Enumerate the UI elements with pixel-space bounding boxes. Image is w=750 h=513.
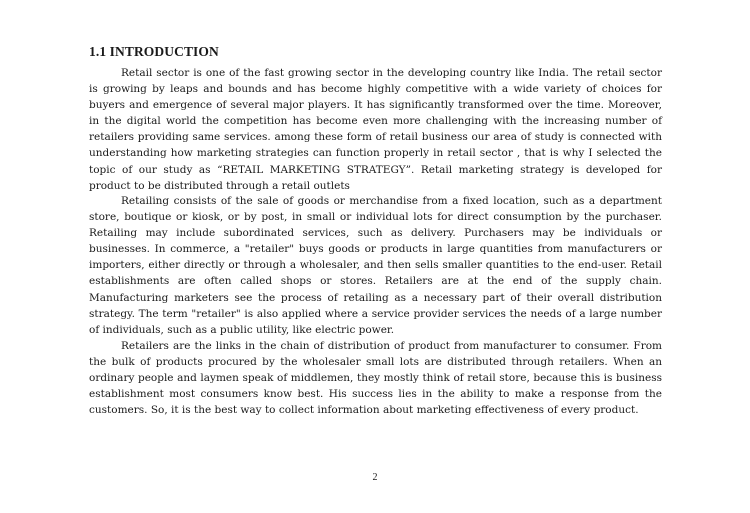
paragraph-retailing-definition: Retailing consists of the sale of goods or merchandise from a fixed location, such as a department store, boutique or kiosk, or by post, in small or individual lots for direct consumption by the purchaser. Retailing may include subordinated services, such as delivery. Purchasers may be individuals or businesses. In commerce, a "retailer" buys goods or products in large quantities from manufacturers or importers, either directly or through a wholesaler, and then sells smaller quantities to the end-user. Retail establishments are often called shops or stores. Retailers are at the end of the supply chain. Manufacturing marketers see the process of retailing as a necessary part of their overall distribution strategy. The term "retailer" is also applied where a service provider services the needs of a large number of individuals, such as a public utility, like electric power.: [89, 195, 662, 336]
page-number: 2: [372, 472, 378, 483]
paragraph-retail-sector: Retail sector is one of the fast growing sector in the developing country like India. The retail sector is growing by leaps and bounds and has become highly competitive with a wide variety of choices for buyers and emergence of several major players. It has significantly transformed over the time. Moreover, in the digital world the competition has become even more challenging with the increasing number of retailers providing same services. among these form of retail business our area of study is connected with understanding how marketing strategies can function properly in retail sector , that is why I selected the topic of our study as “RETAIL MARKETING STRATEGY”. Retail marketing strategy is developed for product to be distributed through a retail outlets: [89, 67, 662, 192]
paragraph-retailers-chain: Retailers are the links in the chain of distribution of product from manufacturer to consumer. From the bulk of products procured by the wholesaler small lots are distributed through retailers. When an ordinary people and laymen speak of middlemen, they mostly think of retail store, because this is business establishment most consumers know best. His success lies in the ability to make a response from the customers. So, it is the best way to collect information about marketing effectiveness of every product.: [89, 340, 662, 417]
section-heading: 1.1 INTRODUCTION: [89, 44, 219, 59]
